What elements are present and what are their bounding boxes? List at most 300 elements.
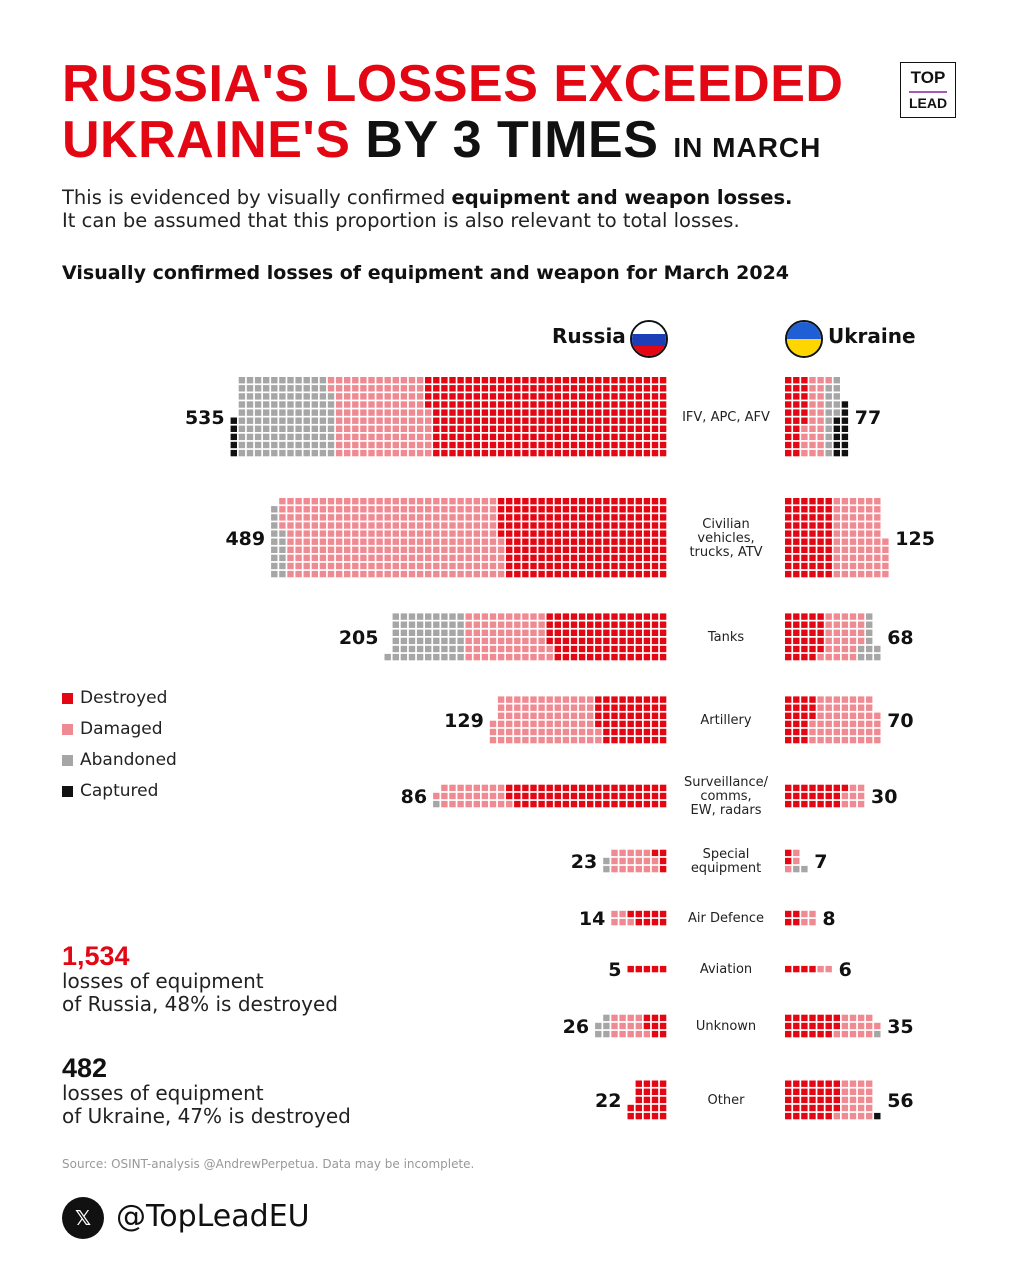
waffle-square: [295, 434, 301, 440]
waffle-square: [850, 1081, 856, 1087]
waffle-square: [619, 793, 625, 799]
waffle-square: [644, 646, 650, 652]
waffle-square: [352, 514, 358, 520]
waffle-square: [660, 426, 666, 432]
waffle-square: [842, 522, 848, 528]
waffle-square: [376, 539, 382, 545]
waffle-square: [660, 638, 666, 644]
waffle-square: [785, 646, 791, 652]
waffle-square: [809, 919, 815, 925]
waffle-square: [644, 850, 650, 856]
waffle-square: [287, 418, 293, 424]
waffle-square: [393, 613, 399, 619]
waffle-square: [858, 713, 864, 719]
waffle-square: [842, 721, 848, 727]
waffle-square: [587, 393, 593, 399]
waffle-square: [328, 418, 334, 424]
waffle-square: [834, 547, 840, 553]
waffle-square: [498, 498, 504, 504]
russia-value-7: 5: [608, 958, 622, 981]
waffle-square: [619, 530, 625, 536]
waffle-square: [555, 563, 561, 569]
waffle-square: [858, 555, 864, 561]
x-logo-icon[interactable]: 𝕏: [62, 1197, 104, 1239]
waffle-square: [611, 547, 617, 553]
waffle-square: [312, 409, 318, 415]
waffle-square: [628, 442, 634, 448]
waffle-square: [571, 555, 577, 561]
waffle-square: [619, 737, 625, 743]
waffle-square: [785, 514, 791, 520]
waffle-square: [304, 401, 310, 407]
waffle-square: [312, 442, 318, 448]
waffle-square: [425, 613, 431, 619]
waffle-square: [514, 393, 520, 399]
waffle-square: [842, 450, 848, 456]
waffle-square: [660, 801, 666, 807]
waffle-square: [409, 506, 415, 512]
waffle-square: [360, 377, 366, 383]
waffle-square: [279, 418, 285, 424]
waffle-square: [793, 793, 799, 799]
waffle-square: [433, 646, 439, 652]
waffle-square: [457, 793, 463, 799]
waffle-square: [555, 418, 561, 424]
waffle-square: [490, 434, 496, 440]
waffle-square: [809, 1081, 815, 1087]
waffle-square: [850, 721, 856, 727]
waffle-square: [336, 547, 342, 553]
waffle-square: [457, 555, 463, 561]
waffle-square: [644, 555, 650, 561]
waffle-square: [474, 654, 480, 660]
waffle-square: [587, 385, 593, 391]
waffle-square: [368, 498, 374, 504]
waffle-square: [874, 646, 880, 652]
waffle-square: [279, 426, 285, 432]
waffle-square: [850, 1113, 856, 1119]
waffle-square: [817, 729, 823, 735]
waffle-square: [660, 613, 666, 619]
waffle-square: [530, 409, 536, 415]
waffle-square: [660, 1031, 666, 1037]
waffle-square: [817, 547, 823, 553]
waffle-square: [785, 713, 791, 719]
waffle-square: [652, 1089, 658, 1095]
waffle-square: [842, 729, 848, 735]
waffle-square: [449, 630, 455, 636]
waffle-square: [239, 385, 245, 391]
waffle-square: [474, 393, 480, 399]
waffle-square: [538, 563, 544, 569]
waffle-square: [393, 385, 399, 391]
waffle-square: [619, 850, 625, 856]
waffle-square: [619, 1031, 625, 1037]
waffle-square: [793, 858, 799, 864]
waffle-square: [555, 539, 561, 545]
waffle-square: [490, 638, 496, 644]
waffle-square: [579, 530, 585, 536]
waffle-square: [498, 721, 504, 727]
waffle-square: [538, 705, 544, 711]
title-line2-small: IN MARCH: [673, 132, 822, 163]
waffle-square: [858, 498, 864, 504]
waffle-square: [449, 409, 455, 415]
waffle-square: [850, 1097, 856, 1103]
waffle-square: [457, 801, 463, 807]
waffle-square: [563, 705, 569, 711]
waffle-square: [295, 498, 301, 504]
waffle-square: [866, 522, 872, 528]
waffle-square: [433, 401, 439, 407]
waffle-square: [842, 1089, 848, 1095]
waffle-square: [563, 654, 569, 660]
waffle-square: [514, 450, 520, 456]
waffle-square: [817, 785, 823, 791]
waffle-square: [842, 1081, 848, 1087]
waffle-square: [304, 418, 310, 424]
waffle-square: [547, 785, 553, 791]
waffle-square: [271, 385, 277, 391]
waffle-square: [376, 442, 382, 448]
waffle-square: [636, 426, 642, 432]
waffle-square: [344, 434, 350, 440]
social-handle[interactable]: @TopLeadEU: [116, 1199, 310, 1234]
waffle-square: [360, 434, 366, 440]
waffle-square: [547, 442, 553, 448]
waffle-square: [611, 426, 617, 432]
waffle-square: [336, 442, 342, 448]
waffle-square: [304, 506, 310, 512]
waffle-square: [482, 426, 488, 432]
russia-waffle-7: [628, 966, 667, 972]
waffle-square: [352, 539, 358, 545]
waffle-square: [809, 1089, 815, 1095]
waffle-square: [660, 450, 666, 456]
waffle-square: [522, 622, 528, 628]
waffle-square: [587, 539, 593, 545]
waffle-square: [611, 911, 617, 917]
waffle-square: [530, 721, 536, 727]
waffle-square: [809, 563, 815, 569]
waffle-square: [793, 426, 799, 432]
waffle-square: [498, 514, 504, 520]
ukraine-value-7: 6: [838, 958, 852, 981]
waffle-square: [652, 434, 658, 440]
waffle-square: [571, 530, 577, 536]
waffle-square: [287, 522, 293, 528]
waffle-square: [619, 426, 625, 432]
waffle-square: [555, 401, 561, 407]
waffle-square: [490, 442, 496, 448]
waffle-square: [312, 563, 318, 569]
waffle-square: [506, 426, 512, 432]
waffle-square: [619, 919, 625, 925]
waffle-square: [603, 522, 609, 528]
waffle-square: [490, 401, 496, 407]
waffle-square: [571, 442, 577, 448]
waffle-square: [425, 571, 431, 577]
waffle-square: [263, 426, 269, 432]
waffle-square: [401, 547, 407, 553]
waffle-square: [466, 393, 472, 399]
waffle-square: [595, 434, 601, 440]
waffle-square: [328, 442, 334, 448]
waffle-square: [498, 555, 504, 561]
waffle-square: [595, 622, 601, 628]
waffle-square: [514, 514, 520, 520]
waffle-square: [660, 539, 666, 545]
waffle-square: [842, 530, 848, 536]
waffle-square: [603, 530, 609, 536]
waffle-square: [834, 571, 840, 577]
waffle-square: [530, 434, 536, 440]
waffle-square: [474, 793, 480, 799]
waffle-square: [644, 613, 650, 619]
waffle-square: [555, 705, 561, 711]
waffle-square: [538, 638, 544, 644]
waffle-square: [279, 539, 285, 545]
waffle-square: [522, 563, 528, 569]
waffle-square: [425, 409, 431, 415]
waffle-square: [660, 385, 666, 391]
waffle-square: [401, 530, 407, 536]
waffle-square: [271, 555, 277, 561]
waffle-square: [433, 434, 439, 440]
waffle-square: [611, 737, 617, 743]
waffle-square: [785, 555, 791, 561]
waffle-square: [304, 450, 310, 456]
waffle-square: [514, 613, 520, 619]
waffle-square: [636, 785, 642, 791]
waffle-square: [490, 385, 496, 391]
waffle-square: [514, 563, 520, 569]
waffle-square: [271, 563, 277, 569]
waffle-square: [826, 442, 832, 448]
waffle-square: [785, 450, 791, 456]
waffle-square: [287, 547, 293, 553]
waffle-square: [247, 393, 253, 399]
waffle-square: [611, 506, 617, 512]
waffle-square: [842, 409, 848, 415]
waffle-square: [834, 409, 840, 415]
waffle-square: [547, 696, 553, 702]
waffle-square: [482, 563, 488, 569]
waffle-square: [449, 418, 455, 424]
waffle-square: [417, 622, 423, 628]
waffle-square: [563, 646, 569, 652]
ukraine-value-0: 77: [854, 406, 882, 429]
waffle-square: [498, 409, 504, 415]
waffle-square: [304, 409, 310, 415]
waffle-square: [563, 630, 569, 636]
waffle-square: [817, 434, 823, 440]
waffle-square: [376, 506, 382, 512]
waffle-square: [636, 858, 642, 864]
waffle-square: [449, 654, 455, 660]
waffle-square: [522, 785, 528, 791]
waffle-square: [417, 563, 423, 569]
waffle-square: [490, 393, 496, 399]
waffle-square: [263, 393, 269, 399]
waffle-square: [652, 514, 658, 520]
waffle-square: [514, 785, 520, 791]
waffle-square: [530, 385, 536, 391]
waffle-square: [866, 713, 872, 719]
waffle-square: [817, 622, 823, 628]
waffle-square: [817, 1031, 823, 1037]
waffle-square: [660, 721, 666, 727]
waffle-square: [466, 622, 472, 628]
waffle-square: [320, 409, 326, 415]
waffle-square: [595, 498, 601, 504]
waffle-square: [785, 613, 791, 619]
waffle-square: [587, 646, 593, 652]
waffle-square: [595, 1031, 601, 1037]
waffle-square: [644, 705, 650, 711]
waffle-square: [490, 377, 496, 383]
waffle-square: [530, 514, 536, 520]
waffle-square: [587, 638, 593, 644]
waffle-square: [644, 506, 650, 512]
waffle-square: [563, 530, 569, 536]
waffle-square: [312, 555, 318, 561]
waffle-square: [793, 721, 799, 727]
waffle-square: [433, 393, 439, 399]
waffle-square: [611, 705, 617, 711]
category-label-7: Aviation: [699, 961, 753, 977]
ukraine-value-2: 68: [887, 626, 914, 649]
waffle-square: [826, 1097, 832, 1103]
waffle-square: [866, 530, 872, 536]
waffle-square: [498, 426, 504, 432]
waffle-square: [652, 919, 658, 925]
waffle-square: [425, 377, 431, 383]
waffle-square: [255, 426, 261, 432]
waffle-square: [595, 426, 601, 432]
waffle-square: [425, 385, 431, 391]
waffle-square: [801, 401, 807, 407]
waffle-square: [644, 539, 650, 545]
waffle-square: [579, 793, 585, 799]
waffle-square: [826, 514, 832, 520]
waffle-square: [474, 442, 480, 448]
ukraine-waffle-8: [785, 1015, 881, 1038]
waffle-square: [660, 696, 666, 702]
waffle-square: [801, 705, 807, 711]
waffle-square: [850, 737, 856, 743]
waffle-square: [352, 426, 358, 432]
waffle-square: [385, 442, 391, 448]
waffle-square: [457, 426, 463, 432]
waffle-square: [587, 506, 593, 512]
waffle-square: [850, 713, 856, 719]
waffle-square: [603, 646, 609, 652]
waffle-square: [457, 630, 463, 636]
waffle-square: [595, 801, 601, 807]
waffle-square: [433, 571, 439, 577]
waffle-square: [660, 434, 666, 440]
waffle-square: [652, 1081, 658, 1087]
waffle-square: [490, 530, 496, 536]
waffle-square: [538, 801, 544, 807]
waffle-square: [834, 729, 840, 735]
waffle-square: [530, 713, 536, 719]
waffle-square: [352, 442, 358, 448]
waffle-square: [644, 630, 650, 636]
waffle-square: [231, 442, 237, 448]
waffle-square: [652, 729, 658, 735]
waffle-square: [858, 638, 864, 644]
waffle-square: [522, 393, 528, 399]
waffle-square: [571, 622, 577, 628]
waffle-square: [834, 721, 840, 727]
waffle-square: [563, 571, 569, 577]
waffle-square: [271, 450, 277, 456]
waffle-square: [360, 385, 366, 391]
waffle-square: [628, 729, 634, 735]
waffle-square: [401, 506, 407, 512]
waffle-square: [801, 866, 807, 872]
waffle-square: [785, 563, 791, 569]
waffle-square: [498, 654, 504, 660]
waffle-square: [809, 442, 815, 448]
category-label-4: Surveillance/ comms, EW, radars: [683, 774, 769, 818]
waffle-square: [571, 426, 577, 432]
waffle-square: [809, 547, 815, 553]
waffle-square: [555, 785, 561, 791]
waffle-square: [279, 530, 285, 536]
waffle-square: [571, 514, 577, 520]
waffle-square: [587, 498, 593, 504]
waffle-square: [834, 737, 840, 743]
waffle-square: [433, 555, 439, 561]
waffle-square: [660, 555, 666, 561]
waffle-square: [320, 555, 326, 561]
waffle-square: [385, 514, 391, 520]
waffle-square: [514, 426, 520, 432]
ukraine-waffle-9: [785, 1081, 881, 1120]
waffle-square: [882, 547, 888, 553]
waffle-square: [498, 696, 504, 702]
waffle-square: [320, 522, 326, 528]
waffle-square: [344, 555, 350, 561]
waffle-square: [571, 434, 577, 440]
waffle-square: [482, 622, 488, 628]
ukraine-waffle-6: [785, 911, 816, 926]
waffle-square: [417, 385, 423, 391]
waffle-square: [801, 418, 807, 424]
waffle-square: [834, 705, 840, 711]
waffle-square: [376, 393, 382, 399]
waffle-square: [817, 737, 823, 743]
waffle-square: [595, 793, 601, 799]
waffle-square: [826, 793, 832, 799]
waffle-square: [826, 737, 832, 743]
waffle-square: [850, 646, 856, 652]
waffle-square: [474, 434, 480, 440]
waffle-square: [295, 377, 301, 383]
waffle-square: [279, 514, 285, 520]
waffle-square: [801, 1097, 807, 1103]
waffle-square: [785, 1113, 791, 1119]
waffle-square: [636, 1023, 642, 1029]
waffle-square: [457, 522, 463, 528]
waffle-square: [636, 418, 642, 424]
waffle-square: [809, 385, 815, 391]
waffle-square: [619, 705, 625, 711]
waffle-square: [538, 793, 544, 799]
